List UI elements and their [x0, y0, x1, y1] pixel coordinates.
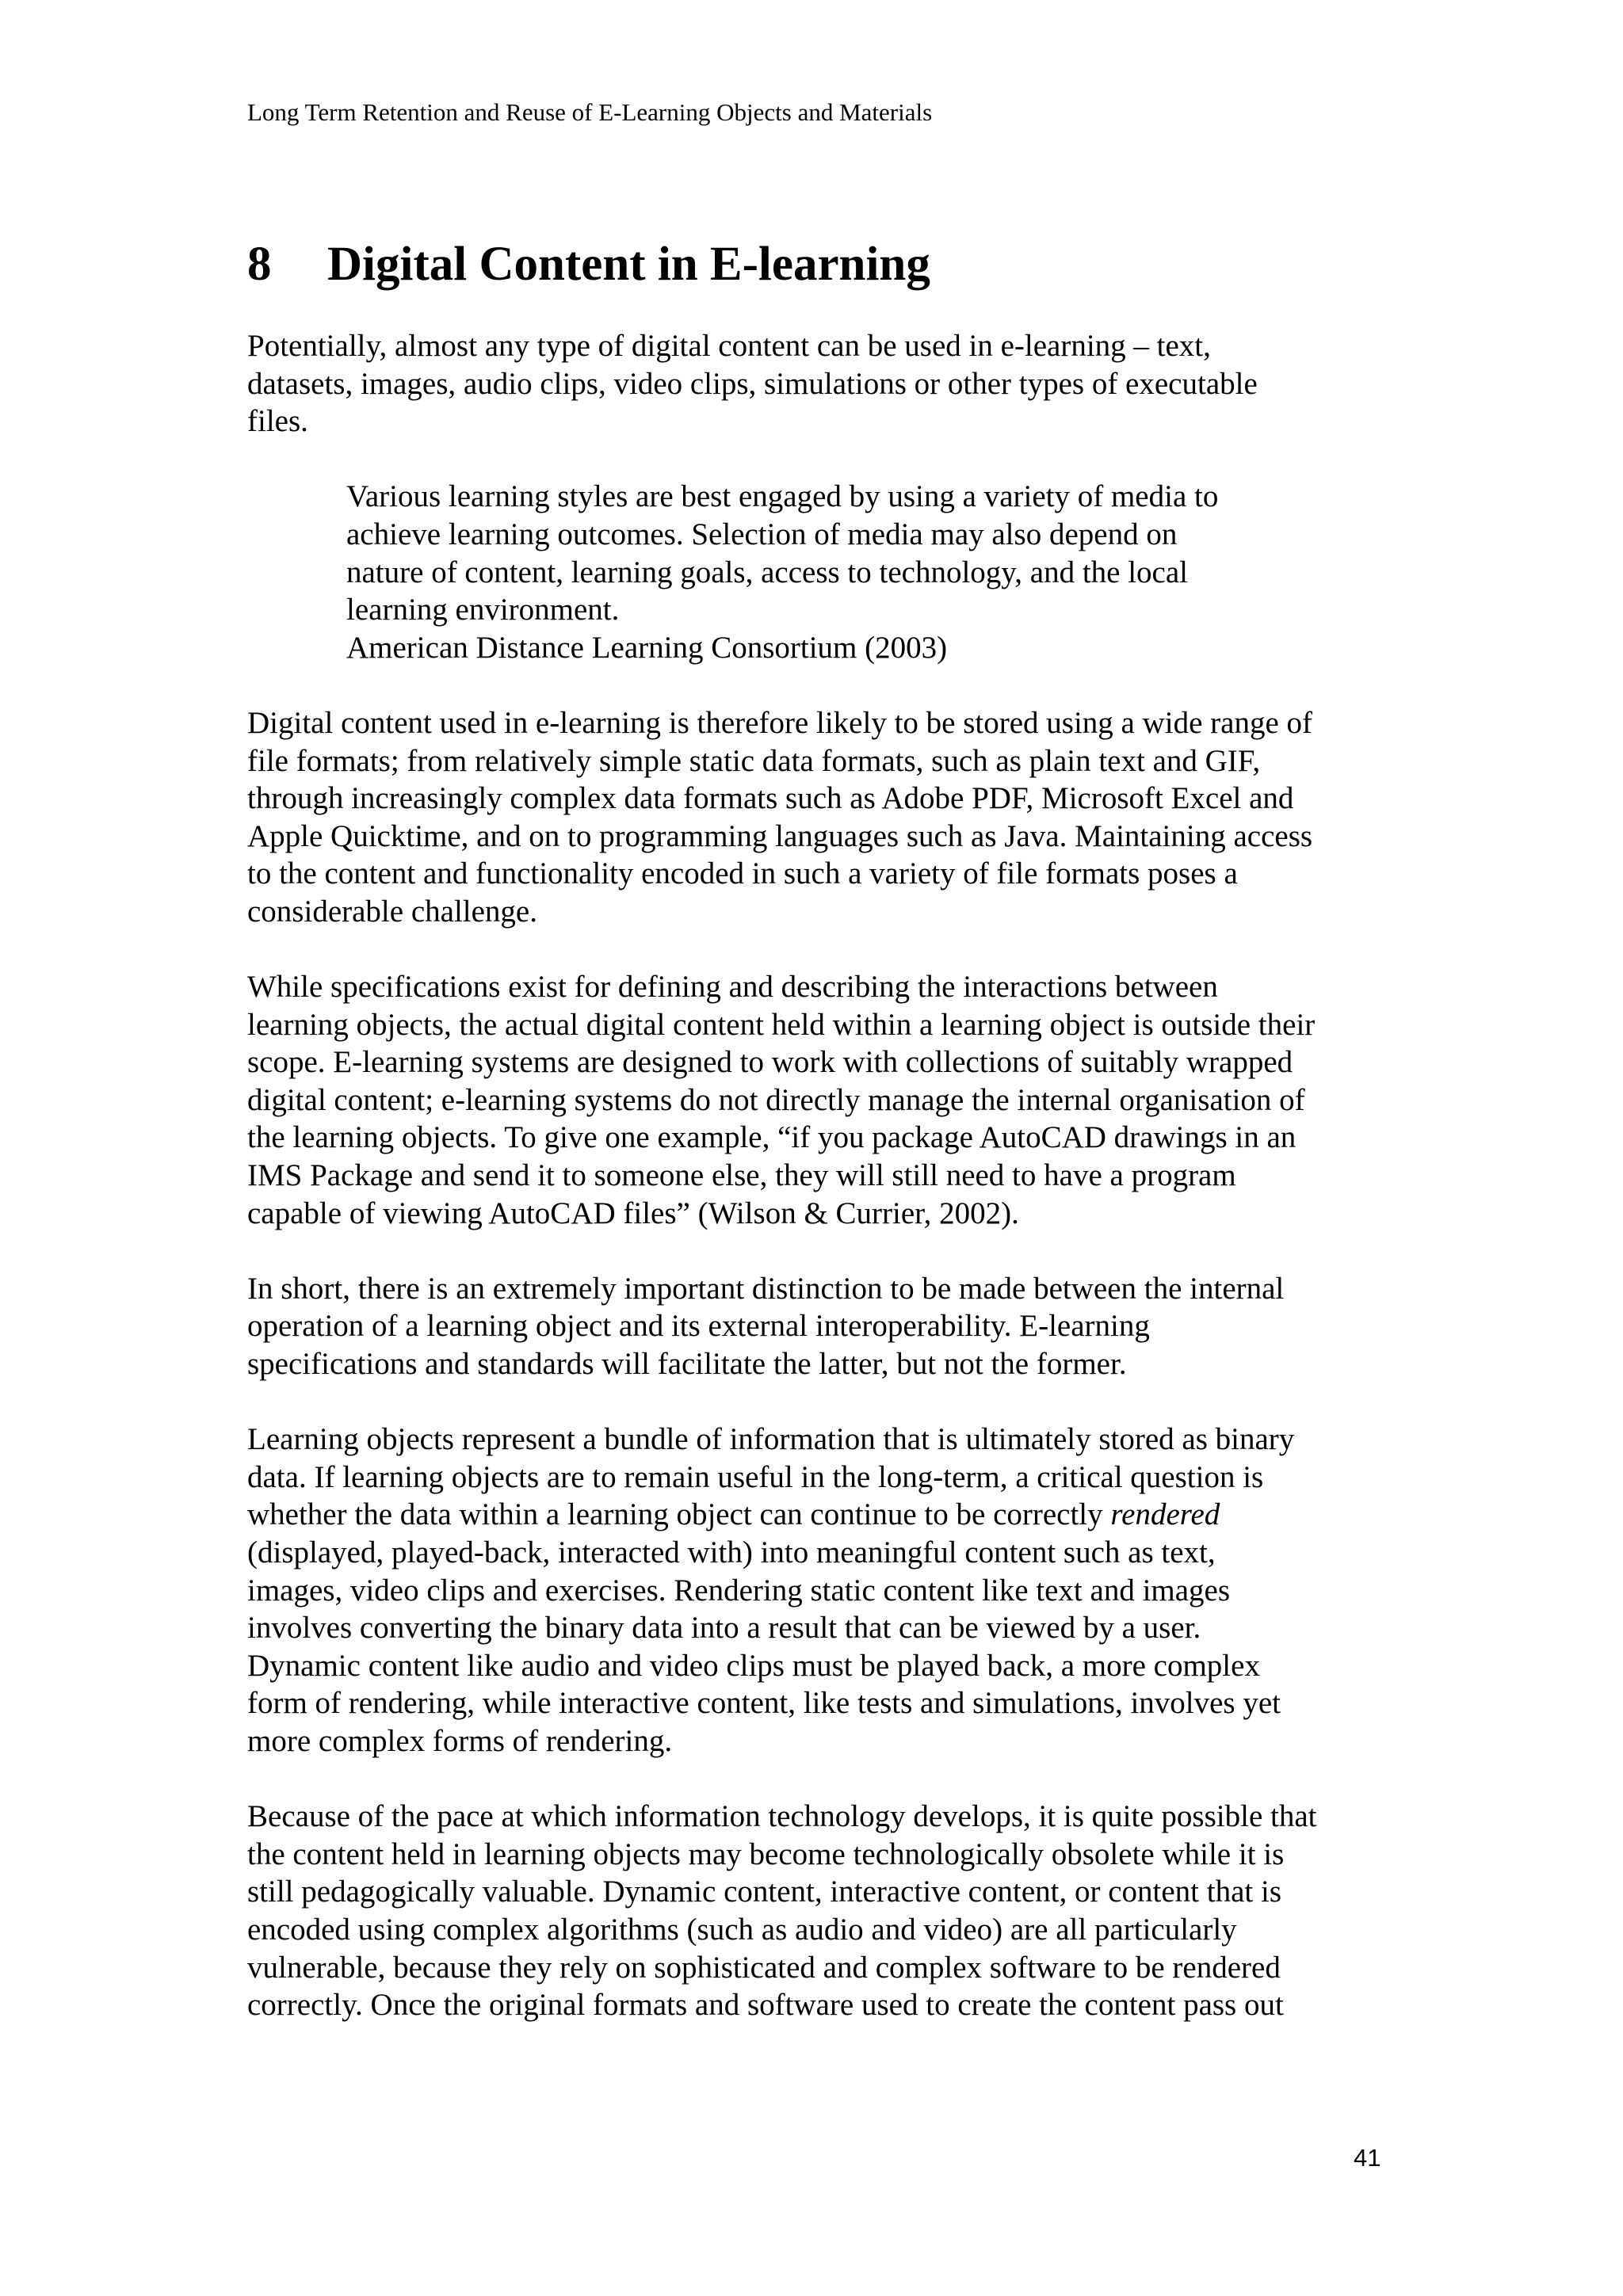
quote-line: nature of content, learning goals, access to technology, and the local [346, 555, 1189, 589]
text-line: considerable challenge. [247, 894, 537, 929]
text-line: vulnerable, because they rely on sophisticated and complex software to be rendered [247, 1950, 1281, 1985]
quote-attribution: American Distance Learning Consortium (2003) [346, 630, 948, 665]
quote-line: achieve learning outcomes. Selection of media may also depend on [346, 517, 1178, 551]
body-text [247, 327, 1388, 2061]
text-line: Because of the pace at which information technology develops, it is quite possible that [247, 1799, 1317, 1834]
text-line: specifications and standards will facilitate the latter, but not the former. [247, 1347, 1127, 1382]
paragraph-intro [247, 327, 1388, 441]
text-line: images, video clips and exercises. Rendering static content like text and images [247, 1573, 1231, 1608]
text-line: (displayed, played-back, interacted with) into meaningful content such as text, [247, 1535, 1216, 1569]
text-line: Digital content used in e-learning is therefore likely to be stored using a wide range of [247, 705, 1312, 740]
text-line: In short, there is an extremely important distinction to be made between the internal [247, 1271, 1285, 1306]
text-line: Dynamic content like audio and video clips must be played back, a more complex [247, 1648, 1260, 1683]
text-line: involves converting the binary data into a result that can be viewed by a user. [247, 1611, 1201, 1646]
text-line: scope. E-learning systems are designed to work with collections of suitably wrapped [247, 1045, 1293, 1080]
text-line: form of rendering, while interactive content, like tests and simulations, involves yet [247, 1686, 1281, 1721]
text-line: the learning objects. To give one example, “if you package AutoCAD drawings in an [247, 1120, 1296, 1155]
text-line: files. [247, 404, 308, 439]
paragraph-interoperability [247, 1270, 1388, 1383]
text-line: to the content and functionality encoded in such a variety of file formats poses a [247, 856, 1238, 891]
quote-line: learning environment. [346, 593, 620, 627]
quote-line: Various learning styles are best engaged by using a variety of media to [346, 479, 1219, 514]
block-quote [346, 478, 1388, 666]
text-line: more complex forms of rendering. [247, 1723, 673, 1758]
text-line: IMS Package and send it to someone else, they will still need to have a program [247, 1158, 1236, 1193]
italic-term: rendered [1110, 1497, 1220, 1532]
text-line: data. If learning objects are to remain useful in the long-term, a critical question is [247, 1459, 1264, 1494]
paragraph-specifications [247, 968, 1388, 1232]
text-line: learning objects, the actual digital content held within a learning object is outside their [247, 1007, 1316, 1042]
text-line: operation of a learning object and its external interoperability. E-learning [247, 1309, 1150, 1344]
text-line: Apple Quicktime, and on to programming languages such as Java. Maintaining access [247, 818, 1313, 853]
text-line: datasets, images, audio clips, video clips, simulations or other types of executable [247, 366, 1258, 401]
chapter-title: Digital Content in E-learning [327, 238, 930, 291]
text-line: capable of viewing AutoCAD files” (Wilson & Currier, 2002). [247, 1196, 1019, 1230]
text-line: encoded using complex algorithms (such as audio and video) are all particularly [247, 1912, 1237, 1947]
text-line: correctly. Once the original formats and software used to create the content pass out [247, 1988, 1284, 2023]
text-line: still pedagogically valuable. Dynamic content, interactive content, or content that is [247, 1875, 1281, 1909]
text-line: file formats; from relatively simple static data formats, such as plain text and GIF, [247, 743, 1261, 778]
text-line: Learning objects represent a bundle of information that is ultimately stored as binary [247, 1422, 1295, 1457]
text-line [247, 1496, 1388, 1534]
page-number: 41 [1354, 2144, 1381, 2172]
chapter-heading [247, 235, 930, 295]
paragraph-rendering [247, 1421, 1388, 1760]
running-header: Long Term Retention and Reuse of E-Learning Objects and Materials [247, 98, 933, 126]
text-segment: whether the data within a learning object can continue to be correctly [247, 1497, 1111, 1532]
text-line: Potentially, almost any type of digital content can be used in e-learning – text, [247, 329, 1211, 363]
text-line: While specifications exist for defining and describing the interactions between [247, 970, 1218, 1005]
text-line: the content held in learning objects may become technologically obsolete while it is [247, 1836, 1285, 1871]
paragraph-file-formats [247, 704, 1388, 931]
text-line: digital content; e-learning systems do not directly manage the internal organisation of [247, 1082, 1305, 1117]
chapter-number: 8 [247, 238, 272, 291]
paragraph-obsolescence [247, 1798, 1388, 2024]
text-line: through increasingly complex data formats such as Adobe PDF, Microsoft Excel and [247, 781, 1294, 816]
